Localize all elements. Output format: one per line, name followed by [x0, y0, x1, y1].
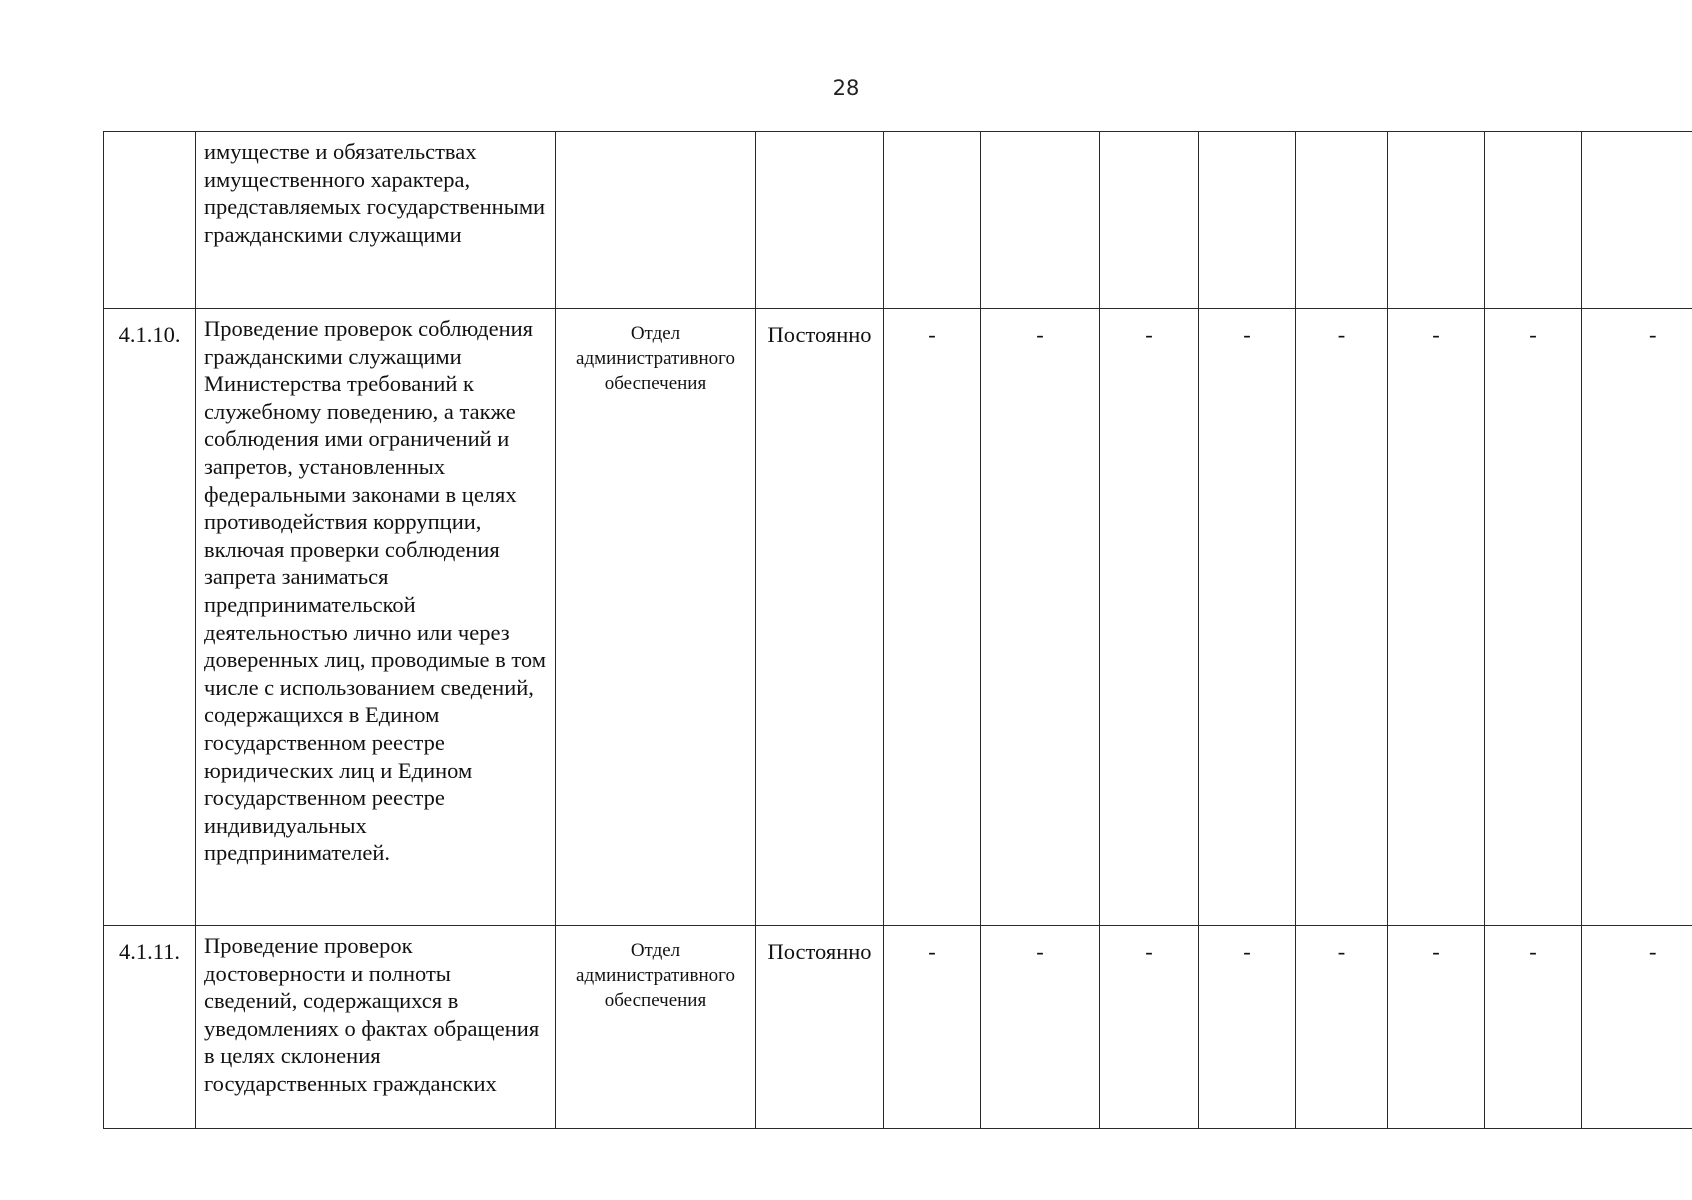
cell-number [104, 132, 196, 309]
cell-value: - [1296, 926, 1388, 1129]
cell-value: - [1485, 926, 1582, 1129]
table-row-4-1-10 [104, 309, 1692, 926]
cell-responsible: Отдел административного обеспечения [556, 926, 756, 1129]
cell-value [1199, 132, 1296, 309]
page-number: 28 [832, 76, 860, 100]
cell-value: - [1485, 309, 1582, 926]
cell-value: - [981, 309, 1100, 926]
cell-value: - [884, 309, 981, 926]
cell-number: 4.1.10. [104, 309, 196, 926]
table-row-4-1-11 [104, 926, 1692, 1129]
cell-value [1296, 132, 1388, 309]
cell-value [1388, 132, 1485, 309]
cell-value: - [981, 926, 1100, 1129]
cell-responsible: Отдел административного обеспечения [556, 309, 756, 926]
cell-term: Постоянно [756, 926, 884, 1129]
cell-measure-name: Проведение проверок соблюдения гражданскими служащими Министерства требований к служебному поведению, а также соблюдения ими ограничений и запретов, установленных федеральными законами в целях противодействия коррупции, включая проверки соблюдения запрета заниматься предпринимательской деятельностью лично или через доверенных лиц, проводимые в том числе с использованием сведений, содержащихся в Едином государственном реестре юридических лиц и Едином государственном реестре индивидуальных предпринимателей. [196, 309, 556, 926]
cell-value: - [1582, 309, 1692, 926]
cell-value: - [1388, 926, 1485, 1129]
cell-measure-name: Проведение проверок достоверности и полноты сведений, содержащихся в уведомлениях о фактах обращения в целях склонения государственных гражданских [196, 926, 556, 1129]
cell-value: - [1100, 309, 1199, 926]
cell-value [1100, 132, 1199, 309]
cell-value [1485, 132, 1582, 309]
cell-value: - [1388, 309, 1485, 926]
table-row-continuation [104, 132, 1692, 309]
cell-number: 4.1.11. [104, 926, 196, 1129]
cell-term: Постоянно [756, 309, 884, 926]
cell-value: - [1199, 309, 1296, 926]
measures-table [103, 131, 1692, 1129]
cell-value: - [1100, 926, 1199, 1129]
cell-value [981, 132, 1100, 309]
cell-value: - [1199, 926, 1296, 1129]
cell-value: - [884, 926, 981, 1129]
cell-value [884, 132, 981, 309]
cell-responsible [556, 132, 756, 309]
cell-value [1582, 132, 1692, 309]
cell-measure-name: имуществе и обязательствах имущественного характера, представляемых государственными гражданскими служащими [196, 132, 556, 309]
cell-value: - [1296, 309, 1388, 926]
cell-term [756, 132, 884, 309]
cell-value: - [1582, 926, 1692, 1129]
